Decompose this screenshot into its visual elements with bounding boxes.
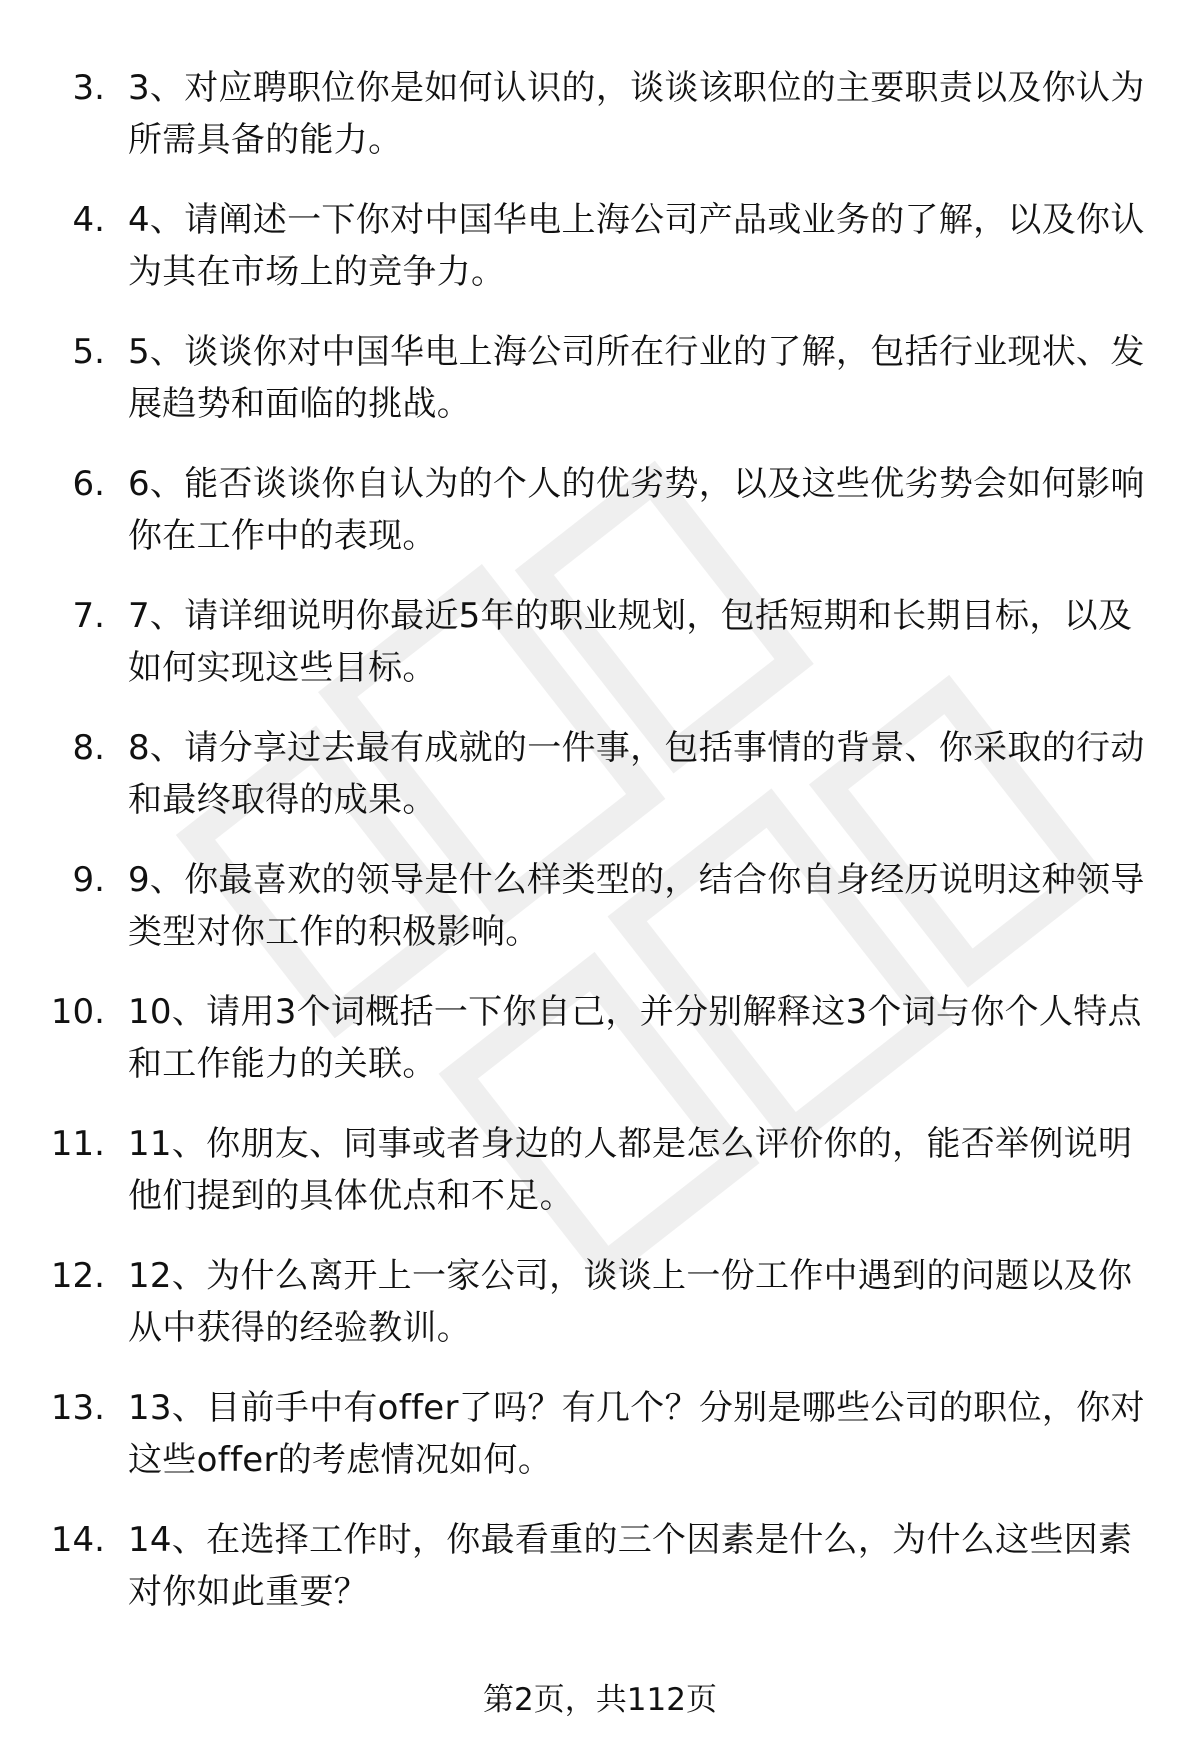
item-number: 8. — [72, 728, 105, 768]
list-item — [0, 1372, 1200, 1504]
item-text: 7、请详细说明你最近5年的职业规划，包括短期和长期目标，以及如何实现这些目标。 — [128, 596, 1133, 688]
list-item — [0, 712, 1200, 844]
question-list — [0, 52, 1200, 1636]
page-footer: 第2页，共112页 — [483, 1682, 717, 1718]
item-text: 13、目前手中有offer了吗？有几个？分别是哪些公司的职位，你对这些offer的考虑情况如何。 — [128, 1388, 1145, 1480]
item-number: 7. — [72, 596, 105, 636]
item-number: 10. — [50, 992, 105, 1032]
item-text: 10、请用3个词概括一下你自己，并分别解释这3个词与你个人特点和工作能力的关联。 — [128, 992, 1142, 1084]
item-number: 12. — [50, 1256, 105, 1296]
item-number: 11. — [50, 1124, 105, 1164]
item-text: 14、在选择工作时，你最看重的三个因素是什么，为什么这些因素对你如此重要？ — [128, 1520, 1133, 1612]
list-item — [0, 844, 1200, 976]
list-item — [0, 1240, 1200, 1372]
item-text: 6、能否谈谈你自认为的个人的优劣势，以及这些优劣势会如何影响你在工作中的表现。 — [128, 464, 1145, 556]
item-number: 5. — [72, 332, 105, 372]
item-text: 12、为什么离开上一家公司，谈谈上一份工作中遇到的问题以及你从中获得的经验教训。 — [128, 1256, 1133, 1348]
item-text: 11、你朋友、同事或者身边的人都是怎么评价你的，能否举例说明他们提到的具体优点和不足。 — [128, 1124, 1133, 1216]
item-text: 9、你最喜欢的领导是什么样类型的，结合你自身经历说明这种领导类型对你工作的积极影响。 — [128, 860, 1145, 952]
list-item — [0, 580, 1200, 712]
item-number: 3. — [72, 68, 105, 108]
list-item — [0, 448, 1200, 580]
list-item — [0, 52, 1200, 184]
item-text: 5、谈谈你对中国华电上海公司所在行业的了解，包括行业现状、发展趋势和面临的挑战。 — [128, 332, 1145, 424]
list-item — [0, 184, 1200, 316]
item-number: 14. — [50, 1520, 105, 1560]
item-number: 9. — [72, 860, 105, 900]
list-item — [0, 316, 1200, 448]
item-text: 4、请阐述一下你对中国华电上海公司产品或业务的了解，以及你认为其在市场上的竞争力。 — [128, 200, 1145, 292]
item-text: 8、请分享过去最有成就的一件事，包括事情的背景、你采取的行动和最终取得的成果。 — [128, 728, 1145, 820]
list-item — [0, 976, 1200, 1108]
item-number: 6. — [72, 464, 105, 504]
item-text: 3、对应聘职位你是如何认识的，谈谈该职位的主要职责以及你认为所需具备的能力。 — [128, 68, 1145, 160]
list-item — [0, 1504, 1200, 1636]
list-item — [0, 1108, 1200, 1240]
item-number: 4. — [72, 200, 105, 240]
item-number: 13. — [50, 1388, 105, 1428]
